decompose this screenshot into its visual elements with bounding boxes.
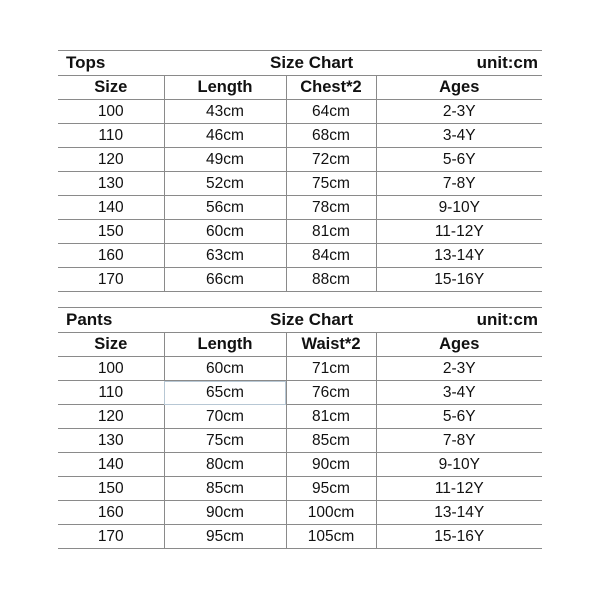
measure-cell: 85cm (286, 429, 376, 453)
size-cell: 110 (58, 124, 164, 148)
table-row (58, 357, 542, 381)
table-row (58, 244, 542, 268)
length-cell: 49cm (164, 148, 286, 172)
tops-chart-title: Size Chart (270, 53, 354, 72)
ages-cell: 13-14Y (376, 244, 542, 268)
size-cell: 100 (58, 100, 164, 124)
pants-label: Pants (66, 310, 113, 329)
table-row (58, 124, 542, 148)
ages-cell: 9-10Y (376, 196, 542, 220)
length-cell: 65cm (164, 381, 286, 405)
ages-cell: 7-8Y (376, 172, 542, 196)
size-cell: 120 (58, 405, 164, 429)
tops-header-row (58, 76, 542, 100)
size-cell: 130 (58, 429, 164, 453)
pants-size-table (58, 333, 542, 549)
ages-cell: 3-4Y (376, 124, 542, 148)
ages-cell: 2-3Y (376, 357, 542, 381)
length-cell: 80cm (164, 453, 286, 477)
length-cell: 90cm (164, 501, 286, 525)
table-row (58, 525, 542, 549)
size-cell: 150 (58, 220, 164, 244)
pants-unit-label: unit:cm (476, 310, 538, 329)
length-cell: 60cm (164, 357, 286, 381)
column-header-length: Length (164, 333, 286, 357)
length-cell: 85cm (164, 477, 286, 501)
size-cell: 140 (58, 196, 164, 220)
measure-cell: 90cm (286, 453, 376, 477)
column-header-length: Length (164, 76, 286, 100)
size-cell: 160 (58, 501, 164, 525)
tops-label: Tops (66, 53, 106, 72)
ages-cell: 5-6Y (376, 405, 542, 429)
column-header-size: Size (58, 333, 164, 357)
ages-cell: 5-6Y (376, 148, 542, 172)
pants-title-row (58, 308, 542, 333)
ages-cell: 15-16Y (376, 268, 542, 292)
size-cell: 140 (58, 453, 164, 477)
size-cell: 150 (58, 477, 164, 501)
column-header-ages: Ages (376, 333, 542, 357)
length-cell: 46cm (164, 124, 286, 148)
table-row (58, 220, 542, 244)
table-row (58, 429, 542, 453)
column-header-waist: Waist*2 (286, 333, 376, 357)
tops-title-row (58, 51, 542, 76)
measure-cell: 68cm (286, 124, 376, 148)
table-row (58, 100, 542, 124)
size-cell: 120 (58, 148, 164, 172)
measure-cell: 78cm (286, 196, 376, 220)
ages-cell: 15-16Y (376, 525, 542, 549)
size-cell: 170 (58, 525, 164, 549)
size-cell: 130 (58, 172, 164, 196)
table-row (58, 172, 542, 196)
measure-cell: 95cm (286, 477, 376, 501)
length-cell: 70cm (164, 405, 286, 429)
size-cell: 170 (58, 268, 164, 292)
measure-cell: 64cm (286, 100, 376, 124)
table-row (58, 501, 542, 525)
measure-cell: 100cm (286, 501, 376, 525)
measure-cell: 71cm (286, 357, 376, 381)
pants-chart-title: Size Chart (270, 310, 354, 329)
column-header-size: Size (58, 76, 164, 100)
pants-size-chart (58, 307, 542, 549)
table-row (58, 453, 542, 477)
ages-cell: 2-3Y (376, 100, 542, 124)
ages-cell: 3-4Y (376, 381, 542, 405)
pants-header-row (58, 333, 542, 357)
ages-cell: 9-10Y (376, 453, 542, 477)
ages-cell: 11-12Y (376, 220, 542, 244)
column-header-ages: Ages (376, 76, 542, 100)
measure-cell: 81cm (286, 405, 376, 429)
measure-cell: 76cm (286, 381, 376, 405)
measure-cell: 75cm (286, 172, 376, 196)
length-cell: 43cm (164, 100, 286, 124)
table-row (58, 268, 542, 292)
table-row (58, 196, 542, 220)
tops-unit-label: unit:cm (476, 53, 538, 72)
tops-size-chart (58, 50, 542, 292)
ages-cell: 11-12Y (376, 477, 542, 501)
length-cell: 60cm (164, 220, 286, 244)
size-cell: 100 (58, 357, 164, 381)
length-cell: 52cm (164, 172, 286, 196)
ages-cell: 7-8Y (376, 429, 542, 453)
table-row (58, 477, 542, 501)
table-row (58, 381, 542, 405)
length-cell: 66cm (164, 268, 286, 292)
measure-cell: 81cm (286, 220, 376, 244)
table-row (58, 405, 542, 429)
measure-cell: 84cm (286, 244, 376, 268)
tops-size-table (58, 76, 542, 292)
measure-cell: 72cm (286, 148, 376, 172)
measure-cell: 105cm (286, 525, 376, 549)
size-cell: 110 (58, 381, 164, 405)
table-row (58, 148, 542, 172)
length-cell: 63cm (164, 244, 286, 268)
column-header-chest: Chest*2 (286, 76, 376, 100)
measure-cell: 88cm (286, 268, 376, 292)
length-cell: 56cm (164, 196, 286, 220)
ages-cell: 13-14Y (376, 501, 542, 525)
size-cell: 160 (58, 244, 164, 268)
length-cell: 95cm (164, 525, 286, 549)
length-cell: 75cm (164, 429, 286, 453)
